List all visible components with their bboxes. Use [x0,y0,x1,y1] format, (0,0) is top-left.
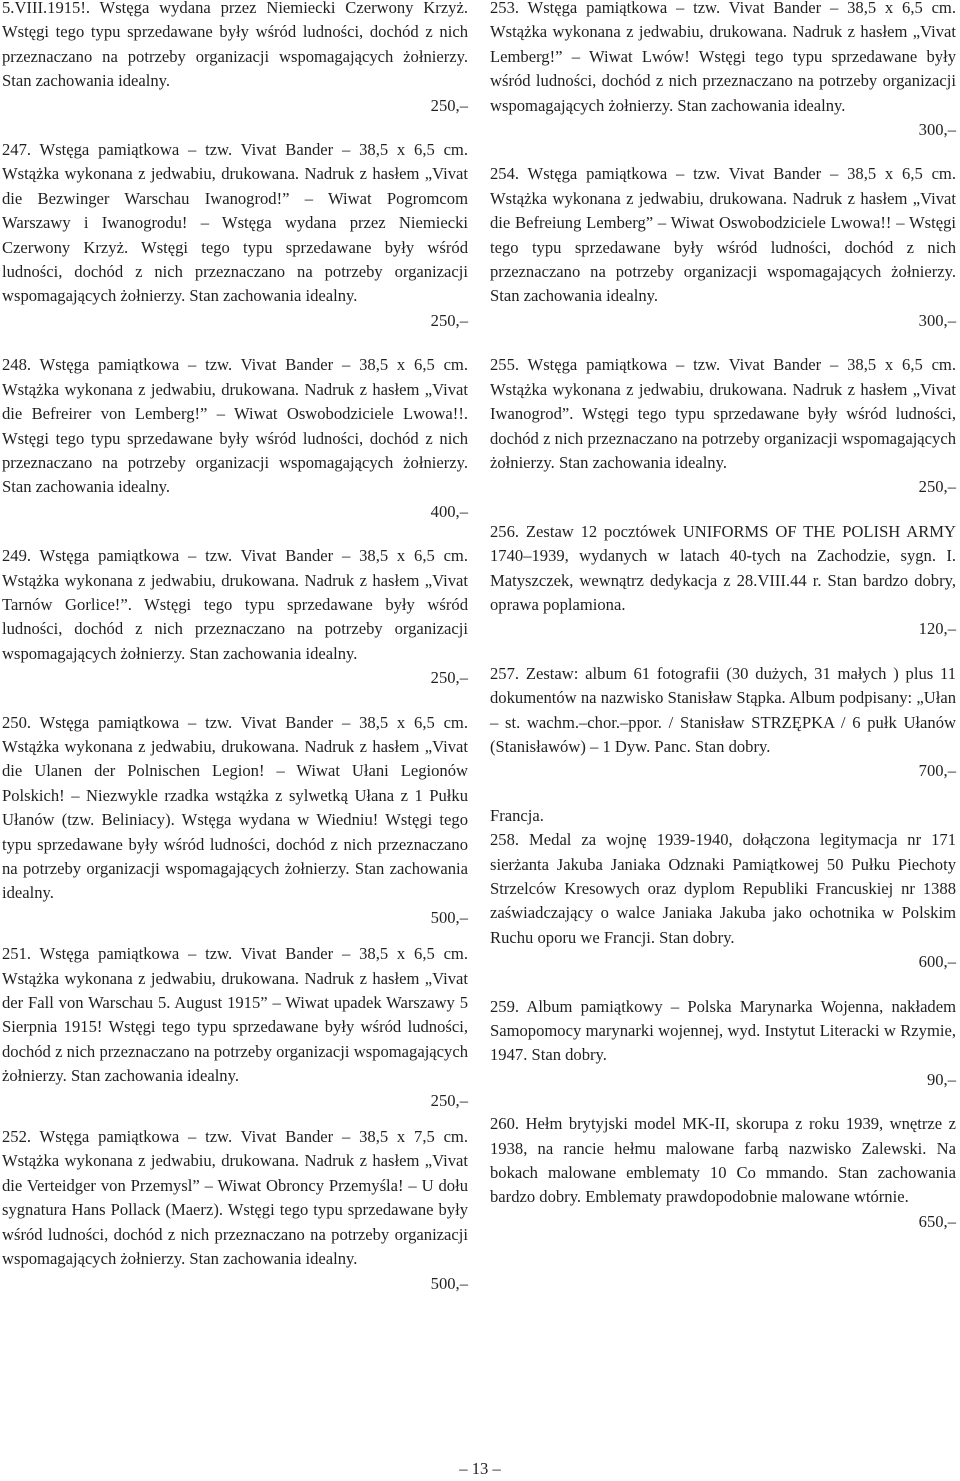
entry-price: 300,– [918,120,956,140]
entry-price: 650,– [918,1211,956,1231]
entry-description: 248. Wstęga pamiątkowa – tzw. Vivat Bander – 38,5 x 6,5 cm. Wstążka wykonana z jedwabiu, drukowana. Nadruk z hasłem „Vivat die Befreirer von Lemberg!” – Wiwat Oswobodziciele Lwowa!!. Wstęgi tego typu sprzedawane były wśród ludności, dochód z nich przeznaczano na potrzeby organizacji wspomagających żołnierzy. Stan zachowania idealny. [2,355,468,497]
catalog-entry [2,711,468,931]
catalog-entry [490,162,956,333]
catalog-entry [490,995,956,1093]
catalog-entry [490,520,956,642]
entry-description: 252. Wstęga pamiątkowa – tzw. Vivat Bander – 38,5 x 7,5 cm. Wstążka wykonana z jedwabiu, drukowana. Nadruk z hasłem „Vivat die Verteidger von Przemysl” – Wiwat Obroncy Przemyśla! – U dołu sygnatura Hans Pollack (Maerz). Wstęgi tego typu sprzedawane były wśród ludności, dochód z nich przeznaczano na potrzeby organizacji wspomagających żołnierzy. Stan zachowania idealny. [2,1127,468,1269]
catalog-entry [490,662,956,784]
entry-description: 254. Wstęga pamiątkowa – tzw. Vivat Bander – 38,5 x 6,5 cm. Wstążka wykonana z jedwabiu, drukowana. Nadruk z hasłem „Vivat die Befreiung Lemberg” – Wiwat Oswobodziciele Lwowa!! – Wstęgi tego typu sprzedawane były wśród ludności, dochód z nich przeznaczano na potrzeby organizacji wspomagających żołnierzy. Stan zachowania idealny. [490,164,956,306]
entry-price: 250,– [430,310,468,330]
catalog-entry [490,1112,956,1234]
entry-price: 250,– [430,1090,468,1110]
entry-price: 250,– [430,668,468,688]
entry-description: 258. Medal za wojnę 1939-1940, dołączona legitymacja nr 171 sierżanta Jakuba Janiaka Odznaki Pamiątkowej 50 Pułku Piechoty Strzelców Kresowych oraz dyplom Republiki Francuskiej nr 1388 zaświadczający o walce Janiaka Jakuba jako ochotnika w Polskim Ruchu oporu we Francji. Stan dobry. [490,830,956,947]
entry-description: 249. Wstęga pamiątkowa – tzw. Vivat Bander – 38,5 x 6,5 cm. Wstążka wykonana z jedwabiu, drukowana. Nadruk z hasłem „Vivat Tarnów Gorlice!”. Wstęgi tego typu sprzedawane były wśród ludności, dochód z nich przeznaczano na potrzeby organizacji wspomagających żołnierzy. Stan zachowania idealny. [2,546,468,663]
catalog-entry [490,804,956,975]
section-heading: Francja. [490,805,544,825]
right-column [490,0,956,1254]
entry-price: 400,– [430,501,468,521]
catalog-entry [490,0,956,142]
entry-price: 500,– [430,1273,468,1293]
entry-description: 5.VIII.1915!. Wstęga wydana przez Niemiecki Czerwony Krzyż. Wstęgi tego typu sprzedawane były wśród ludności, dochód z nich przeznaczano na potrzeby organizacji wspomagających żołnierzy. Stan zachowania idealny. [2,0,468,91]
entry-description: 255. Wstęga pamiątkowa – tzw. Vivat Bander – 38,5 x 6,5 cm. Wstążka wykonana z jedwabiu, drukowana. Nadruk z hasłem „Vivat Iwanogrod”. Wstęgi tego typu sprzedawane były wśród ludności, dochód z nich przeznaczano na potrzeby organizacji wspomagających żołnierzy. Stan zachowania idealny. [490,355,956,472]
catalog-entry [2,353,468,524]
left-column [2,0,468,1316]
entry-price: 250,– [430,95,468,115]
page-number: – 13 – [459,1459,501,1478]
entry-price: 700,– [918,761,956,781]
entry-price: 500,– [430,907,468,927]
catalog-entry [2,942,468,1113]
entry-description: 253. Wstęga pamiątkowa – tzw. Vivat Bander – 38,5 x 6,5 cm. Wstążka wykonana z jedwabiu, drukowana. Nadruk z hasłem „Vivat Lemberg!” – Wiwat Lwów! Wstęgi tego typu sprzedawane były wśród ludności, dochód z nich przeznaczano na potrzeby organizacji wspomagających żołnierzy. Stan zachowania idealny. [490,0,956,115]
entry-description: 251. Wstęga pamiątkowa – tzw. Vivat Bander – 38,5 x 6,5 cm. Wstążka wykonana z jedwabiu, drukowana. Nadruk z hasłem „Vivat der Fall von Warschau 5. August 1915” – Wiwat upadek Warszawy 5 Sierpnia 1915! Wstęgi tego typu sprzedawane były wśród ludności, dochód z nich przeznaczano na potrzeby organizacji wspomagających żołnierzy. Stan zachowania idealny. [2,944,468,1086]
entry-price: 250,– [918,477,956,497]
catalog-entry [2,0,468,118]
catalog-entry [490,353,956,499]
entry-description: 247. Wstęga pamiątkowa – tzw. Vivat Bander – 38,5 x 6,5 cm. Wstążka wykonana z jedwabiu, drukowana. Nadruk z hasłem „Vivat die Bezwinger Warschau Iwanogrod!” – Wiwat Pogromcom Warszawy i Iwanogrodu! – Wstęga wydana przez Niemiecki Czerwony Krzyż. Wstęgi tego typu sprzedawane były wśród ludności, dochód z nich przeznaczano na potrzeby organizacji wspomagających żołnierzy. Stan zachowania idealny. [2,140,468,306]
catalog-entry [2,1125,468,1296]
entry-description: 256. Zestaw 12 pocztówek UNIFORMS OF THE POLISH ARMY 1740–1939, wydanych w latach 40-tych na Zachodzie, sygn. I. Matyszczek, wewnątrz dedykacja z 28.VIII.44 r. Stan bardzo dobry, oprawa poplamiona. [490,521,956,614]
entry-price: 120,– [918,619,956,639]
entry-description: 259. Album pamiątkowy – Polska Marynarka Wojenna, nakładem Samopomocy marynarki wojennej, wyd. Instytut Literacki w Rzymie, 1947. Stan dobry. [490,996,956,1065]
entry-description: 250. Wstęga pamiątkowa – tzw. Vivat Bander – 38,5 x 6,5 cm. Wstążka wykonana z jedwabiu, drukowana. Nadruk z hasłem „Vivat die Ulanen der Polnischen Legion! – Wiwat Ułani Legionów Polskich! – Niezwykle rzadka wstążka z sylwetką Ułana z 1 Pułku Ułanów (tzw. Beliniacy). Wstęga wydana w Wiedniu! Wstęgi tego typu sprzedawane były wśród ludności, dochód z nich przeznaczano na potrzeby organizacji wspomagających żołnierzy. Stan zachowania idealny. [2,712,468,903]
entry-price: 600,– [918,952,956,972]
entry-description: 257. Zestaw: album 61 fotografii (30 dużych, 31 małych ) plus 11 dokumentów na nazwisko Stanisław Stąpka. Album podpisany: „Ułan – st. wachm.–chor.–ppor. / Stanisław STRZĘPKA / 6 pułk Ułanów (Stanisławów) – 1 Dyw. Panc. Stan dobry. [490,663,956,756]
entry-price: 90,– [926,1069,956,1089]
entry-price: 300,– [918,310,956,330]
entry-description: 260. Hełm brytyjski model MK-II, skorupa z roku 1939, wnętrze z 1938, na rancie hełmu malowane farbą nazwisko Zalewski. Na bokach malowane emblematy 10 Co mmando. Stan zachowania bardzo dobry. Emblematy prawdopodobnie malowane wtórnie. [490,1114,956,1207]
catalog-entry [2,138,468,333]
catalog-entry [2,544,468,690]
